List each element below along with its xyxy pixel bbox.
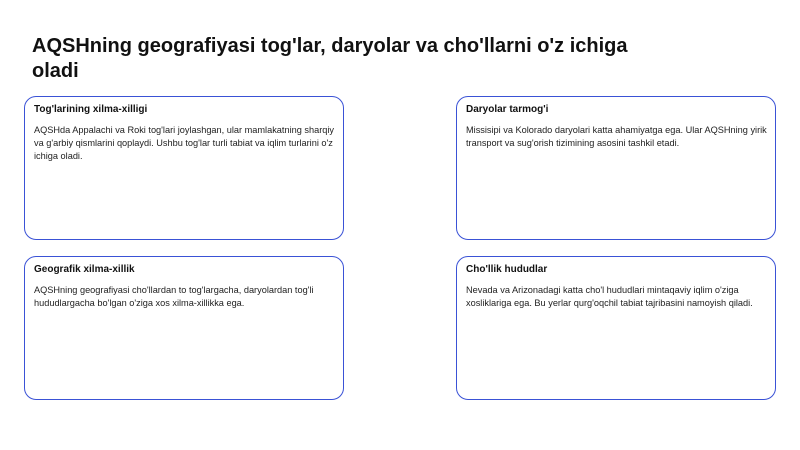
card-heading: Cho'llik hududlar	[466, 264, 548, 275]
card-heading: Geografik xilma-xillik	[34, 264, 135, 275]
card-body: AQSHda Appalachi va Roki tog'lari joylashgan, ular mamlakatning sharqiy va g'arbiy qismlarini qoplaydi. Ushbu tog'lar turli tabiat va iqlim turlarini o'z ichiga oladi.	[34, 125, 334, 161]
card-geographic-diversity	[24, 256, 344, 400]
card-deserts	[456, 256, 776, 400]
card-heading: Daryolar tarmog'i	[466, 104, 549, 115]
slide-title: AQSHning geografiyasi tog'lar, daryolar va cho'llarni o'z ichiga oladi	[32, 35, 628, 82]
card-body: AQSHning geografiyasi cho'llardan to tog'largacha, daryolardan tog'li hududlargacha bo'lgan o'ziga xos xilma-xillikka ega.	[34, 285, 314, 308]
card-body: Nevada va Arizonadagi katta cho'l hududlari mintaqaviy iqlim o'ziga xosliklariga ega. Bu yerlar qurg'oqchil tabiat tajribasini namoyish qiladi.	[466, 285, 753, 308]
card-rivers	[456, 96, 776, 240]
card-mountains	[24, 96, 344, 240]
card-heading: Tog'larining xilma-xilligi	[34, 104, 148, 115]
card-body: Missisipi va Kolorado daryolari katta ahamiyatga ega. Ular AQSHning yirik transport va sug'orish tizimining asosini tashkil etadi.	[466, 125, 767, 148]
